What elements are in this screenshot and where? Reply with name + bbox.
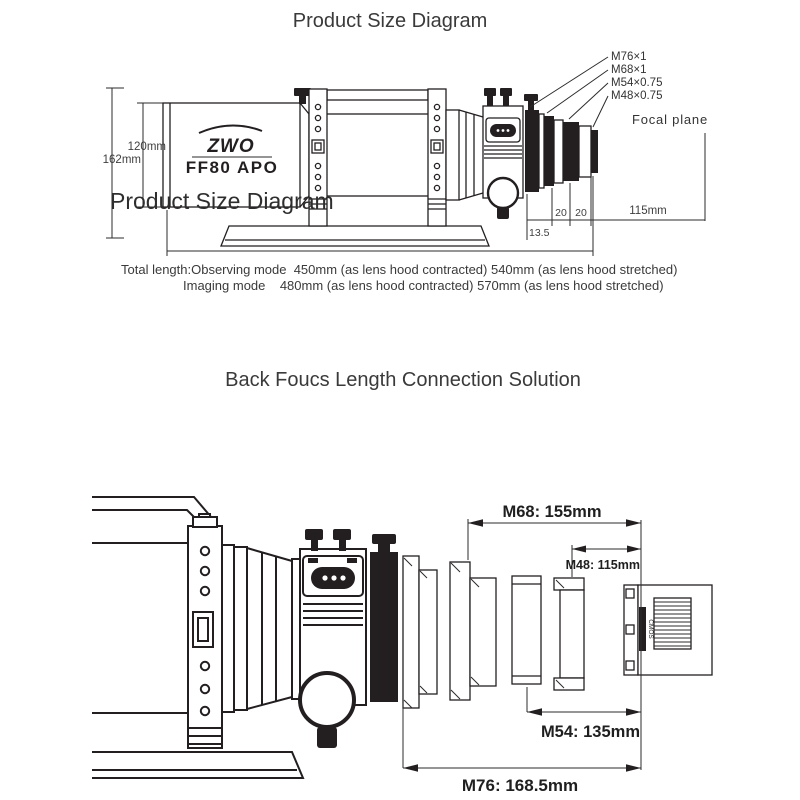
focal-plane-label: Focal plane (631, 112, 709, 127)
dim-13-5: 13.5 (529, 227, 550, 239)
zwo-logo: ZWO (207, 136, 255, 157)
dim-120mm: 120mm (127, 141, 166, 153)
total-length-line2: Imaging mode 480mm (as lens hood contracted) 570mm (as lens hood stretched) (183, 278, 664, 293)
telescope-tube (309, 114, 445, 196)
dim-m76: M76: 168.5mm (461, 776, 579, 795)
thread-label-m76: M76×1 (611, 51, 647, 63)
thread-label-m68: M68×1 (611, 64, 647, 76)
top-title: Product Size Diagram (292, 10, 488, 32)
focus-wheel (488, 178, 518, 219)
dim-162mm: 162mm (102, 154, 141, 166)
product-size-diagram (103, 10, 708, 293)
dim-m54: M54: 135mm (540, 723, 640, 741)
dim-115mm: 115mm (629, 205, 667, 217)
adapter-m68 (403, 556, 437, 708)
spacer-tube (512, 576, 541, 684)
overlay-title: Product Size Diagram (110, 188, 334, 214)
focuser-knob (484, 88, 512, 106)
back-focus-diagram (92, 369, 712, 795)
lens-cell-2 (222, 545, 300, 712)
cmos-label: CMOS (647, 619, 654, 639)
bottom-title: Back Foucs Length Connection Solution (225, 369, 581, 391)
camera-body (624, 585, 712, 675)
drawtube-rings (525, 110, 598, 192)
tube-section (92, 543, 190, 713)
rear-ring-m76 (370, 534, 398, 702)
adapter-ring-2 (450, 562, 496, 700)
dim-m68: M68: 155mm (502, 503, 602, 521)
tube-ring-2 (188, 517, 222, 748)
thread-label-m54: M54×0.75 (611, 77, 663, 89)
total-length-line1: Total length:Observing mode 450mm (as lens hood contracted) 540mm (as lens hood stretched) (121, 262, 678, 277)
dim-m48: M48: 115mm (565, 558, 640, 572)
dovetail-plate (221, 226, 489, 246)
drawtube-knob (524, 94, 538, 110)
dovetail-plate-2 (92, 752, 303, 778)
focuser-knobs-2 (305, 529, 351, 551)
dim-20a: 20 (555, 207, 567, 219)
carry-handle (327, 90, 428, 100)
model-label: FF80 APO (185, 158, 279, 177)
adapter-m48 (554, 578, 584, 690)
cmos-sensor (639, 607, 646, 651)
dim-20b: 20 (575, 207, 587, 219)
focus-wheel-2 (300, 673, 354, 748)
lens-cell (446, 110, 483, 200)
tube-ring-rear (428, 89, 446, 226)
thread-label-m48: M48×0.75 (611, 90, 663, 102)
thread-labels (611, 51, 662, 102)
